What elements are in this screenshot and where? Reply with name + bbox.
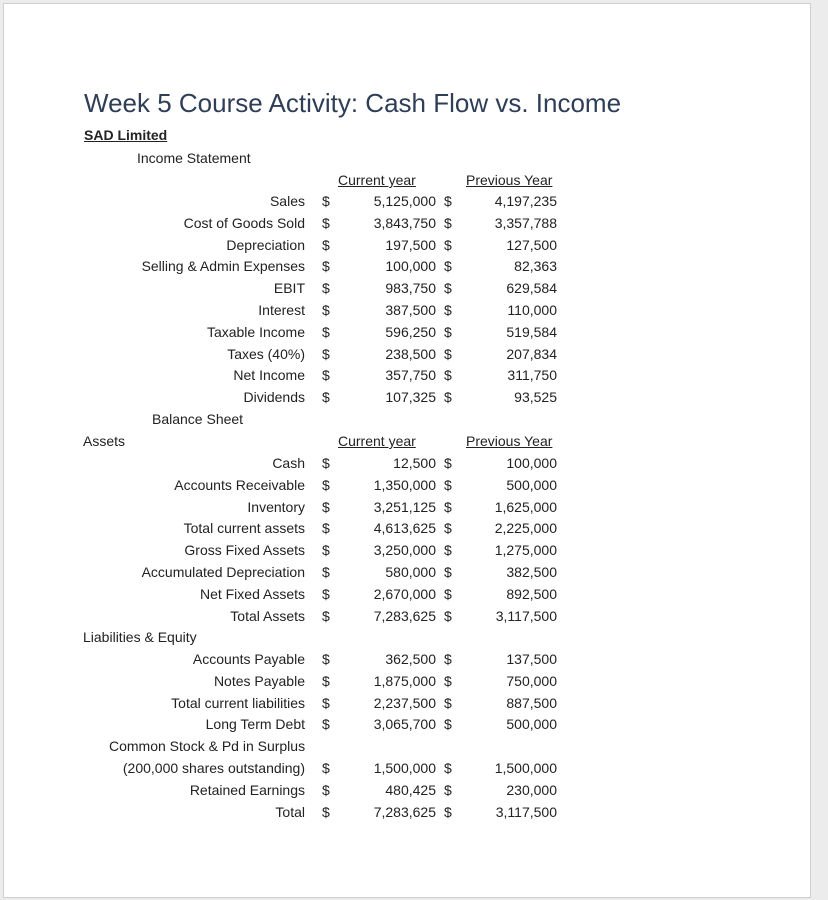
currency-symbol: $ [444,236,452,253]
row-label: Accounts Receivable [174,476,305,493]
current-year-value: 3,250,000 [373,542,436,559]
current-year-value: 983,750 [385,280,436,297]
row-label: (200,000 shares outstanding) [122,760,305,776]
current-year-value: 480,425 [385,781,436,798]
current-year-value: 4,613,625 [373,520,436,537]
currency-symbol: $ [322,585,330,602]
current-year-value: 362,500 [385,651,436,667]
row-label: Net Income [233,367,305,384]
income-col-current-header: Current year [338,172,416,188]
currency-symbol: $ [444,258,452,275]
previous-year-value: 500,000 [506,476,557,493]
currency-symbol: $ [444,323,452,340]
row-label: Long Term Debt [205,716,305,733]
previous-year-value: 629,584 [506,280,557,297]
row-label: EBIT [273,280,305,297]
currency-symbol: $ [444,520,452,537]
currency-symbol: $ [444,585,452,602]
previous-year-value: 1,500,000 [494,760,557,776]
currency-symbol: $ [322,214,330,231]
current-year-value: 197,500 [385,236,436,253]
row-label: Taxes (40%) [227,345,305,362]
row-label: Net Fixed Assets [199,585,305,602]
currency-symbol: $ [322,389,330,406]
current-year-value: 100,000 [385,258,436,275]
row-label: Accounts Payable [192,651,305,667]
document-page [3,3,811,898]
currency-symbol: $ [444,607,452,624]
currency-symbol: $ [322,520,330,537]
current-year-value: 7,283,625 [373,607,436,624]
row-label: Total current assets [183,520,305,537]
current-year-value: 2,237,500 [373,694,436,711]
previous-year-value: 1,625,000 [494,498,557,515]
previous-year-value: 127,500 [506,236,557,253]
currency-symbol: $ [322,345,330,362]
currency-symbol: $ [322,694,330,711]
current-year-value: 2,670,000 [373,585,436,602]
currency-symbol: $ [322,672,330,689]
previous-year-value: 137,500 [506,651,557,667]
currency-symbol: $ [322,781,330,798]
currency-symbol: $ [322,476,330,493]
previous-year-value: 207,834 [506,345,557,362]
previous-year-value: 3,117,500 [495,607,557,624]
current-year-value: 12,500 [393,455,436,471]
currency-symbol: $ [444,651,452,667]
row-label: Accumulated Depreciation [141,564,305,580]
currency-symbol: $ [444,367,452,384]
currency-symbol: $ [444,564,452,580]
previous-year-value: 3,117,500 [495,803,557,820]
currency-symbol: $ [444,280,452,297]
current-year-value: 357,750 [385,367,436,384]
currency-symbol: $ [444,193,452,209]
currency-symbol: $ [444,302,452,318]
currency-symbol: $ [322,542,330,559]
row-label: Depreciation [226,236,305,253]
previous-year-value: 500,000 [506,716,557,733]
row-label: Interest [258,302,305,318]
balance-col-current-header: Current year [338,433,416,449]
row-label: Sales [269,193,305,209]
current-year-value: 1,875,000 [373,672,436,689]
assets-label: Assets [83,433,126,449]
balance-sheet-heading: Balance Sheet [152,411,244,427]
row-label: Taxable Income [206,323,305,340]
previous-year-value: 93,525 [514,389,557,406]
row-label: Gross Fixed Assets [184,542,305,559]
currency-symbol: $ [444,760,452,776]
balance-col-previous-header: Previous Year [466,433,553,449]
currency-symbol: $ [322,302,330,318]
previous-year-value: 892,500 [506,585,557,602]
income-statement-heading: Income Statement [137,150,251,166]
row-label: Total current liabilities [171,694,305,711]
previous-year-value: 1,275,000 [494,542,557,559]
current-year-value: 238,500 [385,345,436,362]
currency-symbol: $ [444,498,452,515]
currency-symbol: $ [444,345,452,362]
currency-symbol: $ [322,564,330,580]
currency-symbol: $ [322,760,330,776]
currency-symbol: $ [444,389,452,406]
currency-symbol: $ [322,498,330,515]
row-label: Cash [272,455,305,471]
currency-symbol: $ [322,280,330,297]
currency-symbol: $ [322,716,330,733]
company-name: SAD Limited [84,127,168,143]
currency-symbol: $ [322,236,330,253]
currency-symbol: $ [322,193,330,209]
currency-symbol: $ [322,455,330,471]
currency-symbol: $ [322,258,330,275]
current-year-value: 7,283,625 [373,803,436,820]
current-year-value: 387,500 [385,302,436,318]
current-year-value: 3,251,125 [373,498,436,515]
previous-year-value: 382,500 [506,564,557,580]
currency-symbol: $ [444,716,452,733]
previous-year-value: 311,750 [507,367,557,384]
liabilities-equity-label: Liabilities & Equity [83,629,197,645]
row-label: Cost of Goods Sold [183,214,305,231]
current-year-value: 1,500,000 [373,760,436,776]
previous-year-value: 887,500 [506,694,557,711]
currency-symbol: $ [444,781,452,798]
current-year-value: 1,350,000 [373,476,436,493]
previous-year-value: 82,363 [514,258,557,275]
current-year-value: 3,843,750 [373,214,436,231]
row-label: Inventory [247,498,305,515]
currency-symbol: $ [444,694,452,711]
currency-symbol: $ [444,455,452,471]
page-title: Week 5 Course Activity: Cash Flow vs. Income [84,88,622,118]
currency-symbol: $ [322,651,330,667]
currency-symbol: $ [322,803,330,820]
current-year-value: 107,325 [385,389,436,406]
row-label: Notes Payable [213,672,305,689]
common-stock-label: Common Stock & Pd in Surplus [109,738,306,754]
current-year-value: 580,000 [385,564,436,580]
row-label: Dividends [243,389,305,406]
previous-year-value: 110,000 [507,302,557,318]
income-col-previous-header: Previous Year [466,172,553,188]
row-label: Retained Earnings [189,781,305,798]
previous-year-value: 2,225,000 [494,520,557,537]
previous-year-value: 3,357,788 [494,214,557,231]
currency-symbol: $ [444,214,452,231]
previous-year-value: 519,584 [506,323,557,340]
currency-symbol: $ [322,323,330,340]
current-year-value: 3,065,700 [373,716,436,733]
row-label: Total [275,803,305,820]
current-year-value: 5,125,000 [373,193,436,209]
previous-year-value: 100,000 [506,455,557,471]
current-year-value: 596,250 [385,323,436,340]
currency-symbol: $ [444,672,452,689]
previous-year-value: 750,000 [506,672,557,689]
previous-year-value: 4,197,235 [494,193,557,209]
currency-symbol: $ [322,607,330,624]
currency-symbol: $ [444,542,452,559]
currency-symbol: $ [444,803,452,820]
currency-symbol: $ [444,476,452,493]
previous-year-value: 230,000 [506,781,557,798]
row-label: Selling & Admin Expenses [141,258,305,275]
currency-symbol: $ [322,367,330,384]
row-label: Total Assets [230,607,305,624]
